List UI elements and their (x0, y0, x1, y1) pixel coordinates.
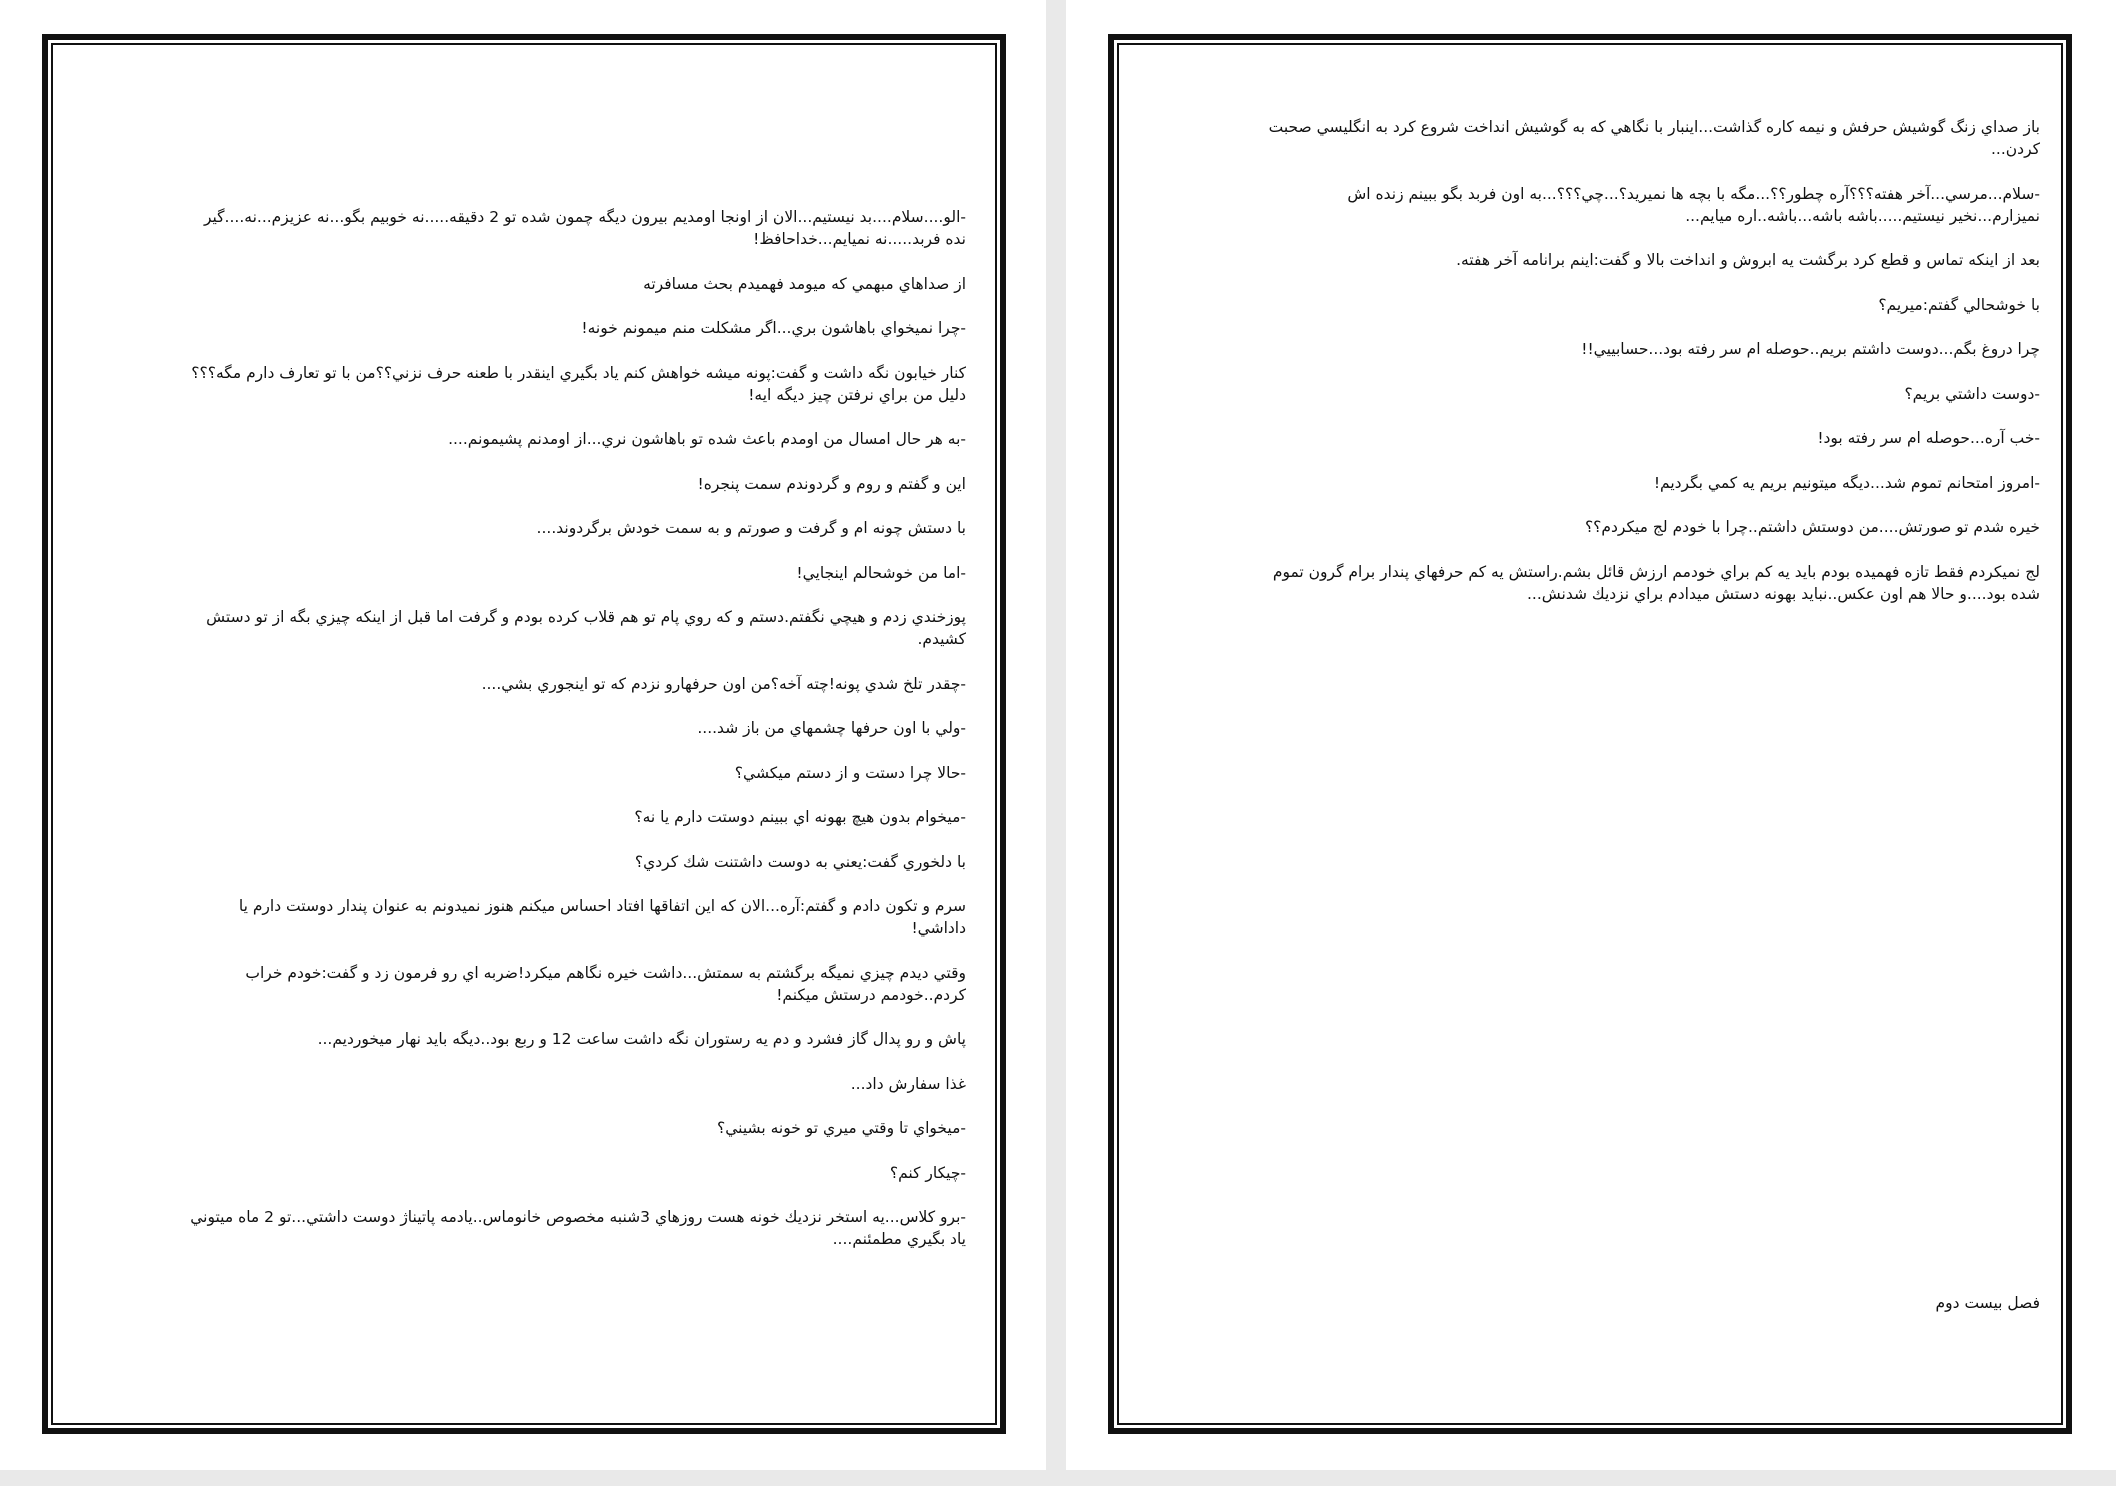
paragraph: با دستش چونه ام و گرفت و صورتم و به سمت خودش برگردوند.... (536, 519, 966, 537)
paragraph: كنار خيابون نگه داشت و گفت:پونه ميشه خواهش كنم ياد بگيري اينقدر با طعنه حرف نزني؟؟من با تو تعارف دارم مگه؟؟؟دليل من براي نرفتن چيز ديگه ايه! (191, 363, 966, 404)
paragraph: -برو كلاس...يه استخر نزديك خونه هست روزهاي 3شنبه مخصوص خانوماس..يادمه پاتيناژ دوست داشتي...تو 2 ماه ميتوني ياد بگيري مطمئنم.... (190, 1208, 966, 1248)
paragraph: -چيكار كنم؟ (889, 1163, 966, 1182)
paragraph: وقتي ديدم چيزي نميگه برگشتم به سمتش...داشت خيره نگاهم ميكرد!ضربه اي رو فرمون زد و گفت:خودم خراب كردم..خودمم درستش ميكنم! (245, 963, 966, 1004)
paragraph: -امروز امتحانم تموم شد...ديگه ميتونيم بريم يه كمي بگرديم! (1653, 473, 2040, 492)
page-text-right (1260, 116, 2040, 627)
paragraph: با خوشحالي گفتم:ميريم؟ (1878, 295, 2040, 314)
document-page-right (1066, 0, 2116, 1470)
paragraph: پوزخندي زدم و هيچي نگفتم.دستم و كه روي پام تو هم قلاب كرده بودم و گرفت اما قبل از اينكه چيزي بگه از تو دستش كشيدم. (206, 608, 966, 648)
paragraph: لج نميكردم فقط تازه فهميده بودم بايد يه كم براي خودمم ارزش قائل بشم.راستش يه كم حرفهاي پندار برام گرون تموم شده بود....و حالا هم اون عكس..نبايد بهونه دستش ميدادم براي نزديك شدنش... (1272, 562, 2040, 603)
paragraph: -دوست داشتي بريم؟ (1904, 384, 2040, 403)
paragraph: بعد از اينكه تماس و قطع كرد برگشت يه ابروش و انداخت بالا و گفت:اينم برانامه آخر هفته. (1456, 251, 2040, 269)
paragraph: از صداهاي مبهمي كه ميومد فهميدم بحث مسافرته (643, 274, 966, 293)
chapter-title: فصل بيست دوم (1935, 1294, 2040, 1312)
paragraph: غذا سفارش داد... (850, 1074, 966, 1093)
paragraph: خيره شدم تو صورتش....من دوستش داشتم..چرا با خودم لج ميكردم؟؟ (1584, 518, 2040, 536)
paragraph: -خب آره...حوصله ام سر رفته بود! (1817, 429, 2040, 447)
paragraph: باز صداي زنگ گوشيش حرفش و نيمه كاره گذاشت...اينبار با نگاهي كه به گوشيش انداخت شروع كرد به انگليسي صحبت كردن... (1268, 118, 2040, 158)
document-page-left (0, 0, 1046, 1470)
paragraph: سرم و تكون دادم و گفتم:آره...الان كه اين اتفاقها افتاد احساس ميكنم هنوز نميدونم به عنوان پندار دوستت دارم يا داداشي! (238, 897, 966, 937)
paragraph: -ميخوام بدون هيچ بهونه اي ببينم دوستت دارم يا نه؟ (634, 808, 966, 826)
paragraph: -چقدر تلخ شدي پونه!چته آخه؟من اون حرفهارو نزدم كه تو اينجوري بشي.... (481, 674, 966, 693)
paragraph: چرا دروغ بگم...دوست داشتم بريم..حوصله ام سر رفته بود...حسابييي!! (1581, 340, 2040, 358)
paragraph: -اما من خوشحالم اينجايي! (796, 563, 966, 582)
paragraph: -حالا چرا دستت و از دستم ميكشي؟ (734, 763, 966, 782)
page-text-left (186, 206, 966, 1273)
paragraph: -سلام...مرسي...آخر هفته؟؟؟آره چطور؟؟...مگه با بچه ها نميريد؟...چي؟؟؟...به اون فربد بگو ببينم زنده اش نميزارم...نخير نيستيم.....باشه باشه...باشه..اره ميايم... (1347, 184, 2040, 225)
paragraph: پاش و رو پدال گاز فشرد و دم يه رستوران نگه داشت ساعت 12 و ربع بود..ديگه بايد نهار ميخورديم... (317, 1030, 966, 1048)
paragraph: -الو....سلام....بد نيستيم...الان از اونجا اومديم بيرون ديگه چمون شده تو 2 دقيقه.....نه خوبيم بگو...نه عزيزم...نه....گير نده فربد.....نه نميايم...خداحافظ! (203, 208, 966, 248)
paragraph: با دلخوري گفت:يعني به دوست داشتنت شك كردي؟ (634, 852, 966, 871)
paragraph: -چرا نميخواي باهاشون بري...اگر مشكلت منم ميمونم خونه! (581, 319, 966, 337)
paragraph: -ميخواي تا وقتي ميري تو خونه بشيني؟ (717, 1119, 966, 1137)
paragraph: اين و گفتم و روم و گردوندم سمت پنجره! (697, 474, 966, 493)
paragraph: -به هر حال امسال من اومدم باعث شده تو باهاشون نري...از اومدنم پشيمونم.... (448, 430, 966, 448)
paragraph: -ولي با اون حرفها چشمهاي من باز شد.... (697, 719, 966, 737)
